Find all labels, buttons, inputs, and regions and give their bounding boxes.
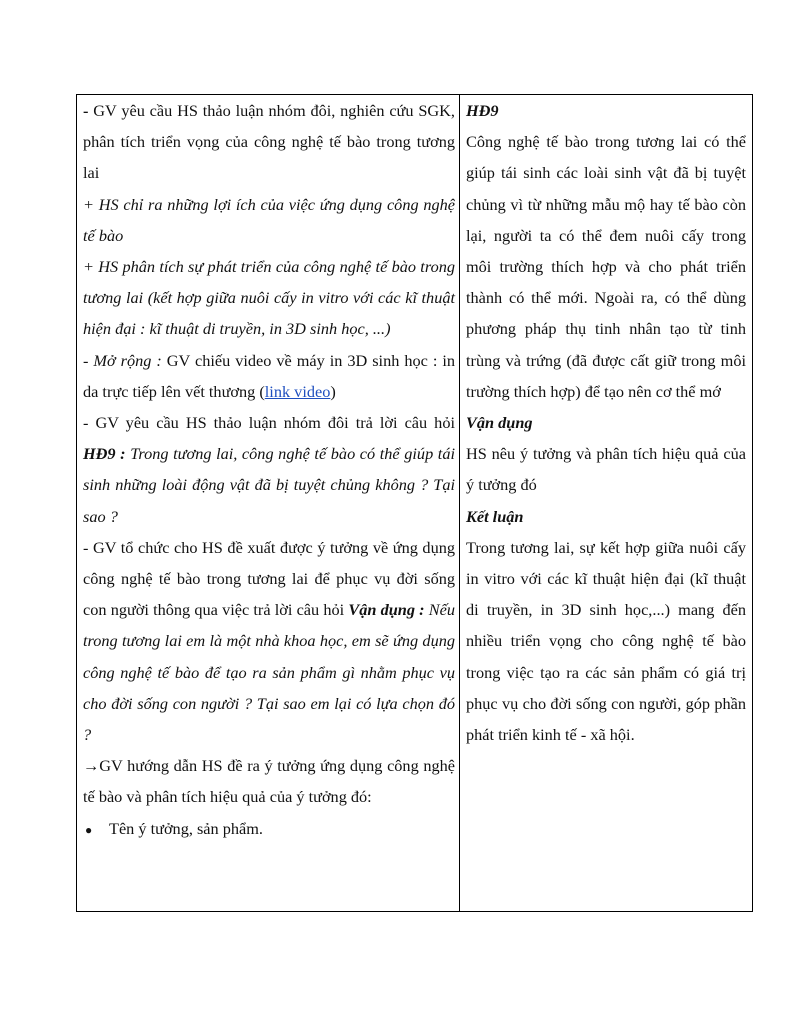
left-paragraph-3: + HS phân tích sự phát triển của công nghệ tế bào trong tương lai (kết hợp giữa nuôi cấy in vitro với các kĩ thuật hiện đại : kĩ thuật di truyền, in 3D sinh học, ...)	[83, 257, 455, 339]
bullet-text: Tên ý tưởng, sản phẩm.	[109, 818, 263, 838]
p5-text: - GV yêu cầu HS thảo luận nhóm đôi trả lời câu hỏi	[83, 413, 455, 433]
left-paragraph-5	[83, 407, 455, 532]
p4-prefix: -	[83, 350, 94, 370]
arrow-icon: →	[83, 756, 100, 776]
right-text-2: HS nêu ý tưởng và phân tích hiệu quả của ý tưởng đó	[466, 444, 746, 495]
p5-italic: Trong tương lai, công nghệ tế bào có thể giúp tái sinh những loài động vật đã bị tuyệt chủng không ? Tại sao ?	[83, 444, 455, 526]
bullet-icon: ●	[85, 822, 93, 837]
left-paragraph-2: + HS chỉ ra những lợi ích của việc ứng dụng công nghệ tế bào	[83, 194, 455, 245]
p4-close: )	[330, 381, 336, 401]
dash: -	[83, 101, 89, 120]
lesson-table	[76, 94, 753, 912]
left-paragraph-4	[83, 345, 455, 407]
p5-bold: HĐ9 :	[83, 444, 126, 464]
video-link[interactable]: link video	[264, 381, 331, 401]
p4-italic: Mở rộng :	[93, 350, 162, 370]
left-p1-text: GV yêu cầu HS thảo luận nhóm đôi, nghiên cứu SGK, phân tích triển vọng của công nghệ tế bào trong tương lai	[83, 101, 455, 183]
expected-results-column	[460, 95, 752, 911]
left-paragraph-1	[83, 95, 455, 189]
heading-ket-luan: Kết luận	[466, 506, 524, 526]
heading-hd9: HĐ9	[466, 101, 499, 120]
heading-van-dung: Vận dụng	[466, 413, 533, 433]
p4-text: GV chiếu video về máy in 3D sinh học : in da trực tiếp lên vết thương (	[83, 350, 455, 401]
right-text-1: Công nghệ tế bào trong tương lai có thể giúp tái sinh các loài sinh vật đã bị tuyệt chủng vì từ những mẫu mộ hay tế bào còn lại, người ta có thể đem nuôi cấy trong môi trường thích hợp và cho phát triển thành có thể mới. Ngoài ra, có thể dùng phương pháp thụ tinh nhân tạo từ tinh trùng và trứng (đã được cất giữ trong môi trường thích hợp) để tạo nên cơ thể mớ	[466, 132, 746, 401]
p6-text: - GV tổ chức cho HS đề xuất được ý tưởng về ứng dụng công nghệ tế bào trong tương lai để phục vụ đời sống con người thông qua việc trả lời câu hỏi	[83, 537, 455, 620]
right-text-3: Trong tương lai, sự kết hợp giữa nuôi cấy in vitro với các kĩ thuật hiện đại (kĩ thuật di truyền, in 3D sinh học,...) mang đến nhiều triển vọng cho công nghệ tế bào trong việc tạo ra các sản phẩm có giá trị phục vụ cho đời sống con người, góp phần phát triển kinh tế - xã hội.	[466, 537, 746, 745]
p7-text: GV hướng dẫn HS đề ra ý tưởng ứng dụng công nghệ tế bào và phân tích hiệu quả của ý tưởng đó:	[83, 756, 455, 807]
left-paragraph-6	[83, 532, 455, 750]
p6-italic: Nếu trong tương lai em là một nhà khoa học, em sẽ ứng dụng công nghệ tế bào để tạo ra sản phẩm gì nhằm phục vụ cho đời sống con người ? Tại sao em lại có lựa chọn đó ?	[83, 600, 456, 745]
teacher-activities-column	[77, 95, 460, 911]
left-paragraph-7	[83, 750, 455, 812]
bullet-item	[83, 813, 455, 846]
p6-bold: Vận dụng :	[348, 600, 425, 620]
